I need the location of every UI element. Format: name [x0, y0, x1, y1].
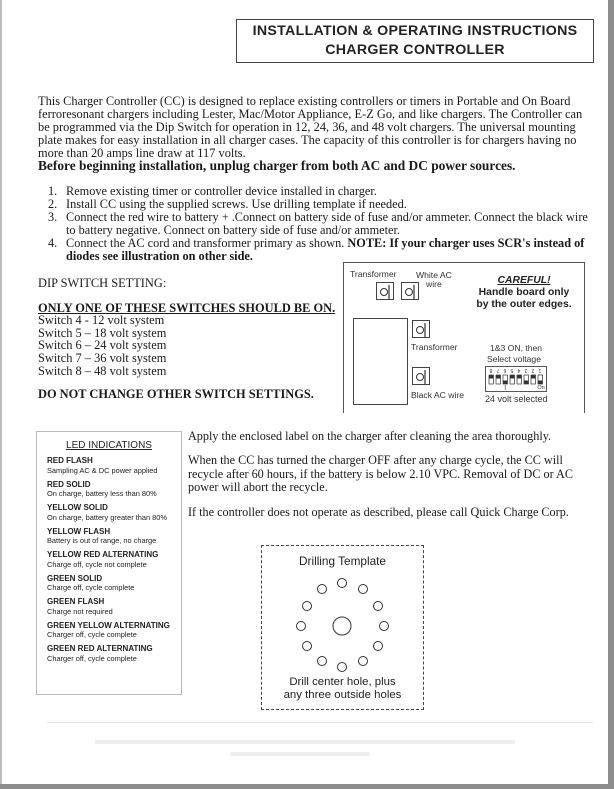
led-desc: Charge off, cycle not complete [47, 559, 147, 569]
svg-text:5: 5 [510, 367, 514, 373]
recycle-note: When the CC has turned the charger OFF after any charge cycle, the CC will recycle after 60 hours, if the battery is below 2.10 VPC. Removal of DC or AC power will abort the recycle. [188, 453, 573, 495]
careful-notice [464, 275, 584, 311]
svg-text:4: 4 [517, 367, 521, 373]
switch-line: Switch 7 – 36 volt system [38, 350, 167, 365]
dip-note-line-2: Select voltage [487, 354, 541, 364]
dip-heading: DIP SWITCH SETTING: [38, 276, 167, 290]
do-not-change-warning: DO NOT CHANGE OTHER SWITCH SETTINGS. [38, 387, 314, 402]
footer-divider [47, 722, 593, 723]
led-name: RED FLASH [47, 456, 93, 465]
unplug-warning: Before beginning installation, unplug charger from both AC and DC power sources. [38, 158, 516, 173]
switch-line: Switch 5 – 18 volt system [38, 325, 167, 340]
led-item [47, 644, 181, 663]
label-transformer-top: Transformer [350, 269, 397, 279]
led-name: YELLOW FLASH [47, 526, 111, 536]
dip-switch-icon [485, 366, 547, 392]
page-edge-left [0, 0, 2, 789]
step-text [66, 237, 593, 263]
only-one-warning: ONLY ONE OF THESE SWITCHES SHOULD BE ON. [38, 300, 336, 315]
intro-paragraph: This Charger Controller (CC) is designed to replace existing controllers or timers in Portable and On Board ferroresonant chargers including Lester, Mac/Motor Appliance, E-Z Go, and like chargers. The Controller can be programmed via the Dip Switch for operation in 12, 24, 36, and 48 volt chargers. The universal mounting plate makes for easy installation in all charger cases. The capacity of this controller is for chargers having no more than 20 amps line draw at 117 volts. [38, 94, 583, 160]
caption-line-1: Drill center hole, plus [289, 676, 396, 688]
led-item [47, 456, 181, 475]
led-name: YELLOW SOLID [47, 503, 108, 512]
board-wiring-diagram [343, 262, 585, 413]
dip-on-label: On [537, 385, 545, 391]
connector-icon [376, 282, 394, 300]
svg-text:3: 3 [524, 367, 528, 373]
step-number: 4. [48, 236, 58, 250]
svg-text:7: 7 [496, 367, 500, 373]
operating-notes [188, 430, 598, 530]
step-text: Install CC using the supplied screws. Use drilling template if needed. [66, 197, 407, 211]
led-title: LED INDICATIONS [66, 440, 152, 451]
step-number: 3. [48, 210, 58, 224]
step-text-plain: Connect the AC cord and transformer primary as shown. [66, 236, 348, 250]
caption-line-2: any three outside holes [283, 689, 402, 701]
led-indications-box [36, 431, 182, 695]
page-edge-right [608, 0, 614, 789]
led-name: YELLOW RED ALTERNATING [47, 550, 159, 559]
led-desc: Charger off, cycle complete [47, 653, 137, 663]
drilling-template [261, 545, 424, 710]
installation-steps [48, 185, 593, 263]
footer-faint-text [95, 740, 515, 744]
document-title-box [236, 19, 594, 63]
label-black-ac: Black AC wire [411, 390, 465, 400]
scr-note: NOTE: If your charger uses SCR's instead of diodes see illustration on other side. [66, 236, 585, 263]
drilling-template-caption [262, 676, 423, 702]
title-line-1: INSTALLATION & OPERATING INSTRUCTIONS [252, 23, 578, 39]
led-item [47, 480, 181, 499]
led-item [47, 621, 181, 640]
careful-title: CAREFUL! [497, 275, 551, 286]
support-note: If the controller does not operate as described, please call Quick Charge Corp. [188, 504, 569, 519]
careful-line-2: by the outer edges. [476, 299, 572, 310]
led-name: GREEN FLASH [47, 597, 105, 606]
label-white-ac: White AC [416, 270, 452, 280]
step-number: 1. [48, 184, 58, 198]
led-item [47, 597, 181, 616]
dip-selected-label: 24 volt selected [485, 394, 548, 404]
led-name: GREEN SOLID [47, 573, 103, 583]
led-desc: Charge not required [47, 606, 113, 616]
led-name: GREEN RED ALTERNATING [47, 644, 153, 653]
careful-line-1: Handle board only [478, 287, 570, 298]
led-desc: Battery is out of range, no charge [47, 536, 157, 545]
connector-icon [412, 367, 430, 385]
dip-note-line-1: 1&3 ON, then [490, 343, 543, 353]
led-name: GREEN YELLOW ALTERNATING [47, 620, 170, 630]
transformer-block [353, 318, 408, 405]
switch-line: Switch 8 – 48 volt system [38, 363, 167, 378]
switch-line: Switch 6 – 24 volt system [38, 338, 167, 353]
led-desc: Sampling AC & DC power applied [47, 465, 158, 475]
svg-text:6: 6 [503, 367, 507, 373]
title-line-2: CHARGER CONTROLLER [325, 42, 505, 58]
step-text: Connect the red wire to battery + .Connect on battery side of fuse and/or ammeter. Connect the black wire to battery negative. Connect on battery side of fuse and/or ammeter. [66, 210, 588, 237]
led-item [47, 527, 181, 546]
led-item [47, 574, 181, 593]
step-number: 2. [48, 197, 58, 211]
step-item [48, 237, 593, 263]
connector-icon [412, 320, 430, 338]
svg-text:1: 1 [538, 367, 542, 373]
led-item [47, 550, 181, 569]
footer-faint-text [230, 752, 370, 756]
led-desc: Charge off, cycle complete [47, 583, 135, 592]
svg-text:8: 8 [489, 367, 493, 373]
led-desc: On charge, battery less than 80% [47, 489, 157, 498]
led-name: RED SOLID [47, 479, 91, 489]
connector-icon [401, 282, 419, 300]
led-item [47, 503, 181, 522]
label-note: Apply the enclosed label on the charger after cleaning the area thoroughly. [188, 429, 552, 443]
led-desc: On charge, battery greater than 80% [47, 512, 167, 522]
page-edge-bottom [0, 784, 614, 789]
label-transformer-right: Transformer [411, 342, 458, 352]
step-text: Remove existing timer or controller device installed in charger. [66, 184, 377, 198]
drilling-template-title: Drilling Template [299, 554, 386, 568]
svg-text:2: 2 [531, 367, 535, 373]
step-item [48, 211, 593, 237]
dip-switch-section [38, 277, 338, 401]
switch-line: Switch 4 - 12 volt system [38, 313, 165, 328]
led-desc: Charger off, cycle complete [47, 630, 137, 639]
label-white-ac-wire: wire [426, 279, 442, 289]
